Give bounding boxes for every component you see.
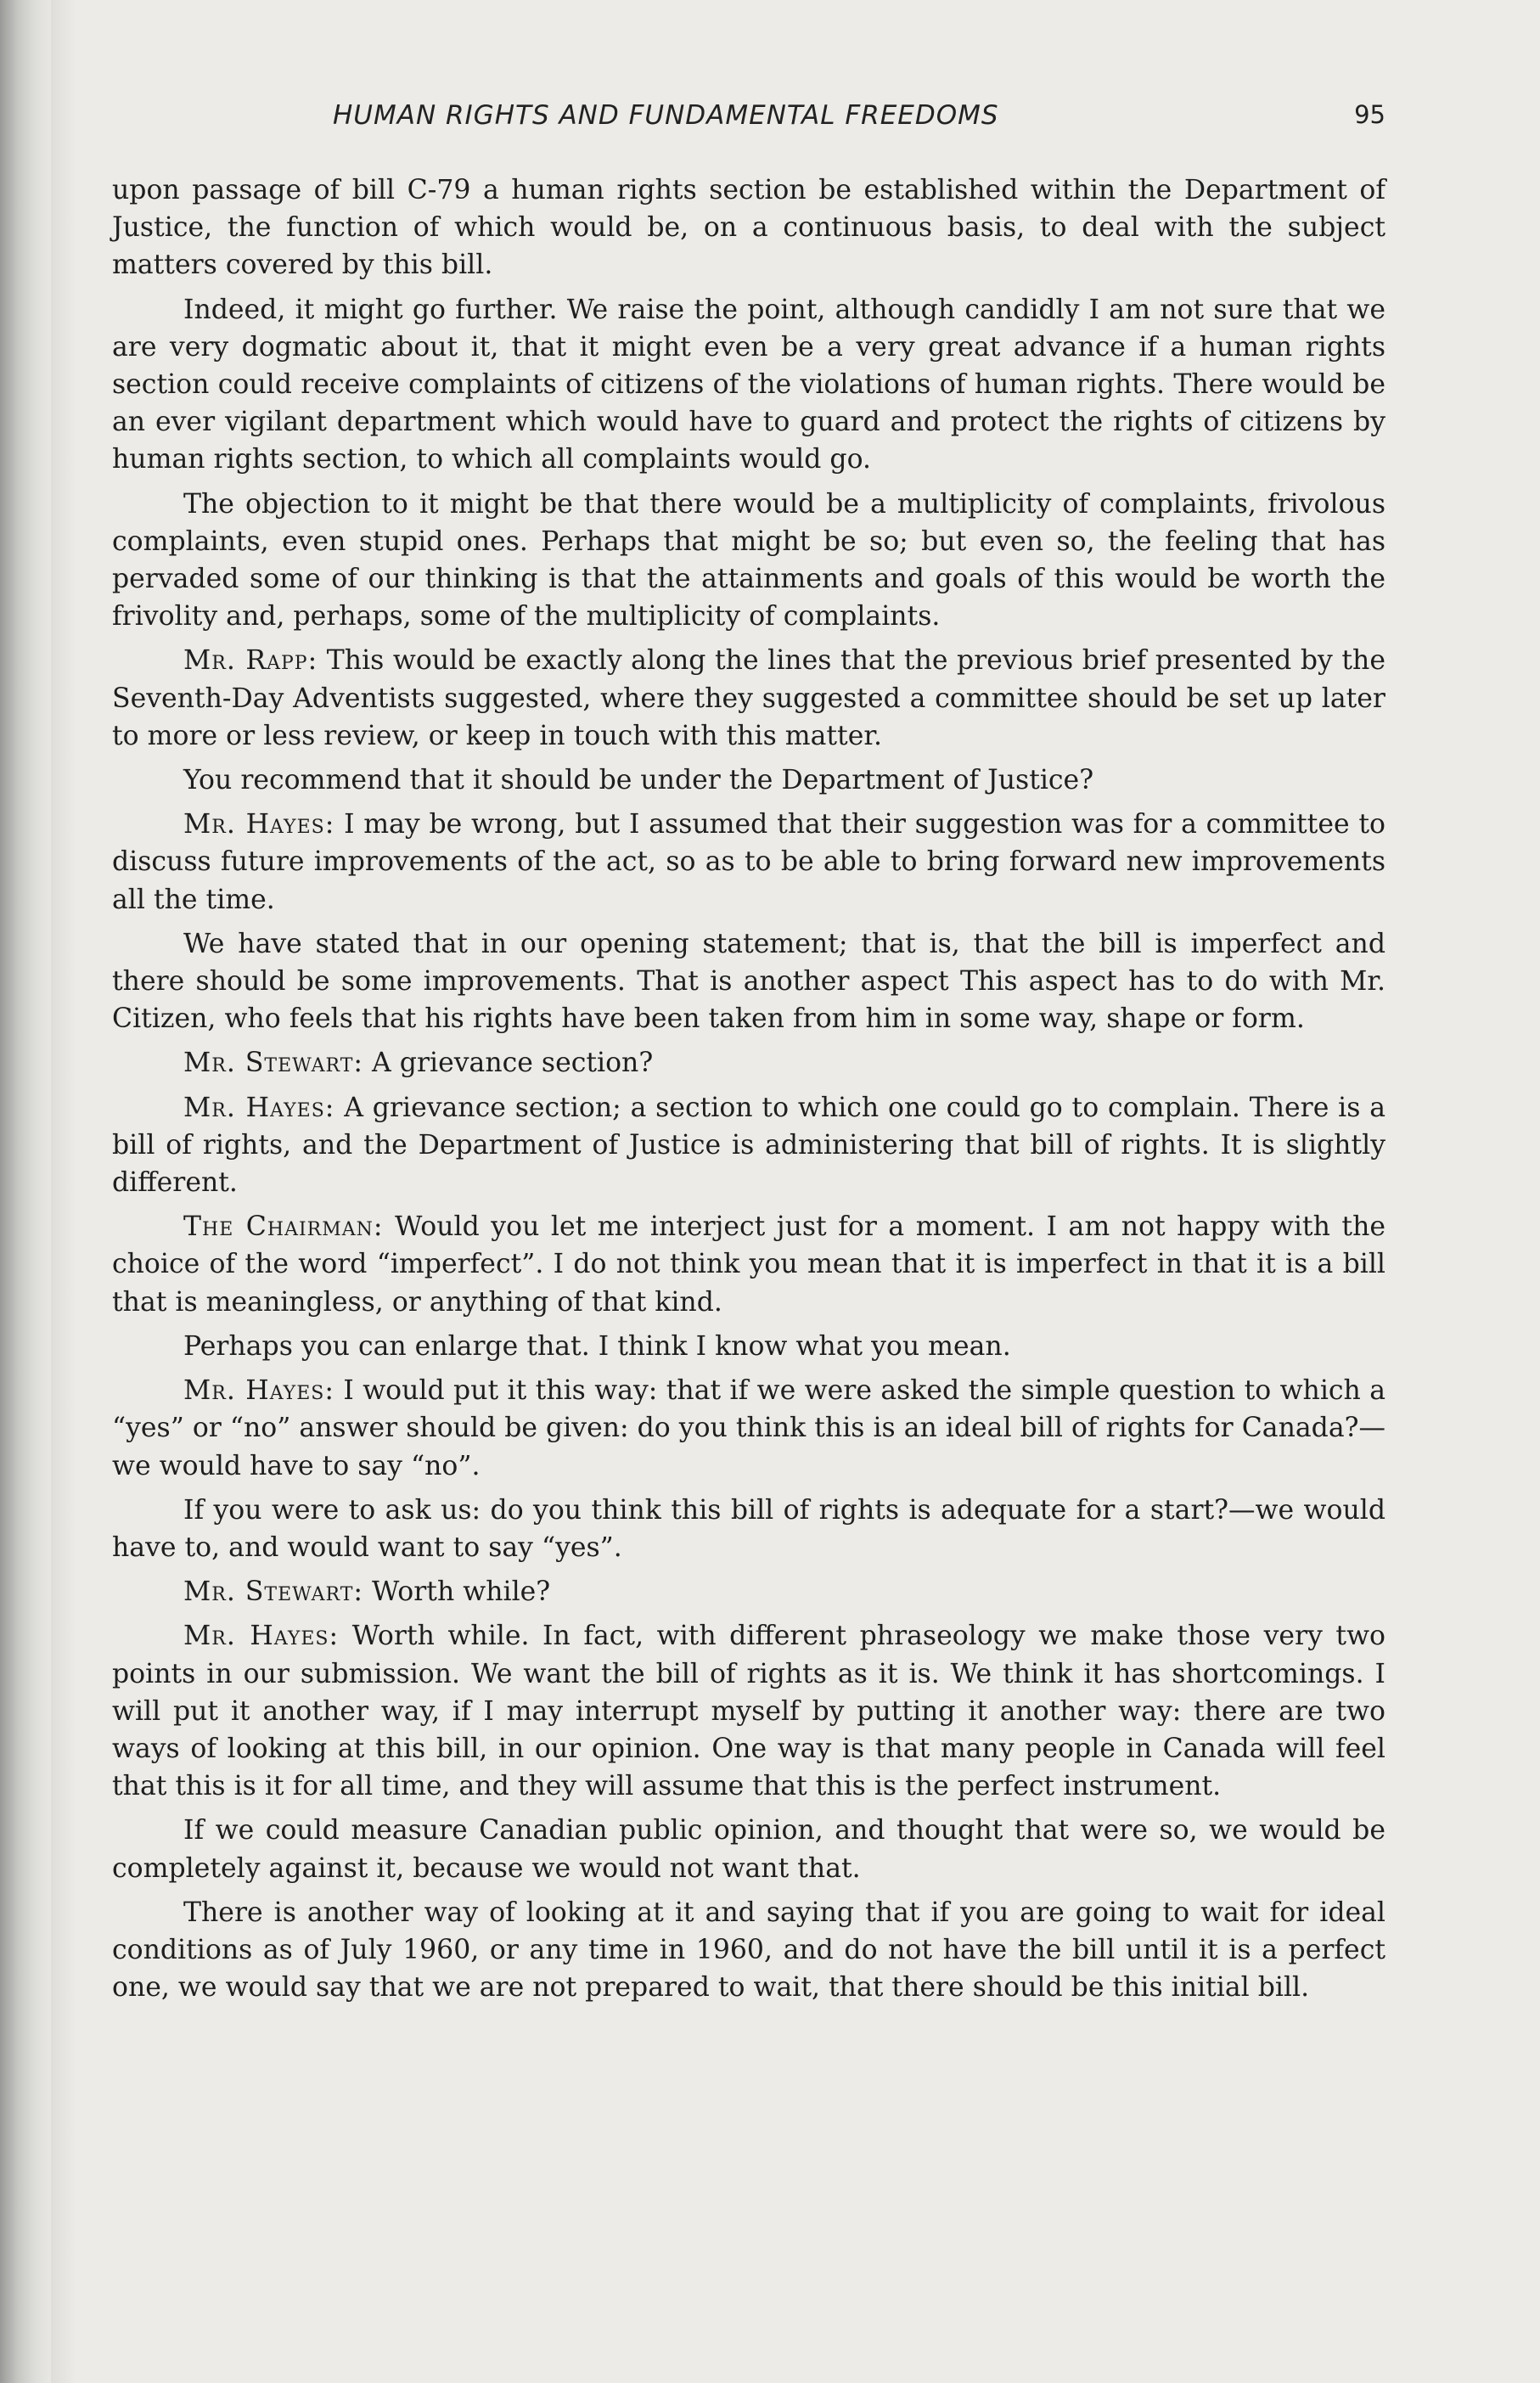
paragraph bbox=[112, 1089, 1385, 1202]
speaker-name: Mr. Rapp: bbox=[183, 645, 318, 677]
paragraph bbox=[112, 1812, 1385, 1886]
book-binding-edge bbox=[0, 0, 51, 2383]
paragraph bbox=[112, 486, 1385, 636]
paragraph-text: You recommend that it should be under the Department of Justice? bbox=[183, 765, 1094, 796]
paragraph bbox=[112, 642, 1385, 755]
paragraph-text: I would put it this way: that if we were asked the simple question to which a “yes” or “no” answer should be given: do you think this is an ideal bill of rights for Canada?—we would have to say “no”. bbox=[112, 1375, 1386, 1481]
paragraph bbox=[112, 1617, 1385, 1805]
paragraph bbox=[112, 1894, 1385, 2007]
paragraph bbox=[112, 291, 1385, 479]
paragraph-text: We have stated that in our opening statement; that is, that the bill is imperfect and there should be some improvements. That is another aspect This aspect has to do with Mr. Citizen, who feels that his rights have been taken from him in some way, shape or form. bbox=[112, 928, 1385, 1035]
page-number: 95 bbox=[1354, 100, 1385, 129]
paragraph-text: A grievance section; a section to which one could go to complain. There is a bill of rights, and the Department of Justice is administering that bill of rights. It is slightly different. bbox=[112, 1092, 1385, 1199]
speaker-name: Mr. Hayes: bbox=[183, 1092, 335, 1123]
paragraph bbox=[112, 1044, 1385, 1082]
paragraph bbox=[112, 762, 1385, 799]
paragraph bbox=[112, 1328, 1385, 1365]
paragraph-text: A grievance section? bbox=[372, 1048, 654, 1079]
paragraph-text: If we could measure Canadian public opinion, and thought that were so, we would be completely against it, because we would not want that. bbox=[112, 1815, 1385, 1884]
paragraph bbox=[112, 925, 1385, 1038]
running-title: HUMAN RIGHTS AND FUNDAMENTAL FREEDOMS bbox=[333, 100, 999, 131]
paragraph bbox=[112, 1573, 1385, 1610]
book-page bbox=[112, 100, 1385, 2013]
paragraph-text: Worth while? bbox=[372, 1576, 551, 1608]
speaker-name: Mr. Stewart: bbox=[183, 1048, 364, 1079]
paragraph-text: There is another way of looking at it and saying that if you are going to wait for ideal conditions as of July 1960, or any time in 1960, and do not have the bill until it is a perfect one, we would say that we are not prepared to wait, that there should be this initial bill. bbox=[112, 1897, 1385, 2004]
paragraph-text: Indeed, it might go further. We raise the point, although candidly I am not sure that we are very dogmatic about it, that it might even be a very great advance if a human rights section could receive complaints of citizens of the violations of human rights. There would be an ever vigilant department which would have to guard and protect the rights of citizens by human rights section, to which all complaints would go. bbox=[112, 294, 1385, 475]
paragraph bbox=[112, 806, 1385, 919]
speaker-name: Mr. Stewart: bbox=[183, 1576, 364, 1608]
speaker-name: Mr. Hayes: bbox=[183, 1375, 334, 1407]
paragraph bbox=[112, 171, 1385, 284]
body-text bbox=[112, 171, 1385, 2006]
paragraph bbox=[112, 1492, 1385, 1566]
speaker-name: Mr. Hayes: bbox=[183, 1621, 340, 1652]
paragraph-text: This would be exactly along the lines that the previous brief presented by the Seventh-Day Adventists suggested, where they suggested a committee should be set up later to more or less review, or keep in touch with this matter. bbox=[112, 645, 1385, 751]
paragraph-text: The objection to it might be that there would be a multiplicity of complaints, frivolous complaints, even stupid ones. Perhaps that might be so; but even so, the feeling that has pervaded some of our thinking is that the attainments and goals of this would be worth the frivolity and, perhaps, some of the multiplicity of complaints. bbox=[112, 488, 1385, 632]
running-header bbox=[112, 100, 1385, 151]
speaker-name: Mr. Hayes: bbox=[183, 809, 335, 840]
paragraph bbox=[112, 1372, 1385, 1485]
paragraph-text: Worth while. In fact, with different phraseology we make those very two points in our submission. We want the bill of rights as it is. We think it has shortcomings. I will put it another way, if I may interrupt myself by putting it another way: there are two ways of looking at this bill, in our opinion. One way is that many people in Canada will feel that this is it for all time, and they will assume that this is the perfect instrument. bbox=[112, 1621, 1386, 1802]
gutter-shadow bbox=[51, 0, 76, 2383]
speaker-name: The Chairman: bbox=[183, 1211, 384, 1243]
paragraph-text: Perhaps you can enlarge that. I think I know what you mean. bbox=[183, 1330, 1011, 1362]
paragraph-text: I may be wrong, but I assumed that their suggestion was for a committee to discuss future improvements of the act, so as to be able to bring forward new improvements all the time. bbox=[112, 809, 1385, 915]
paragraph-text: upon passage of bill C-79 a human rights section be established within the Department of Justice, the function of which would be, on a continuous basis, to deal with the subject matters covered by this bill. bbox=[112, 175, 1385, 281]
paragraph-text: If you were to ask us: do you think this bill of rights is adequate for a start?—we would have to, and would want to say “yes”. bbox=[112, 1494, 1385, 1563]
paragraph-text: Would you let me interject just for a moment. I am not happy with the choice of the word “imperfect”. I do not think you mean that it is imperfect in that it is a bill that is meaningless, or anything of that kind. bbox=[112, 1211, 1386, 1318]
paragraph bbox=[112, 1208, 1385, 1321]
